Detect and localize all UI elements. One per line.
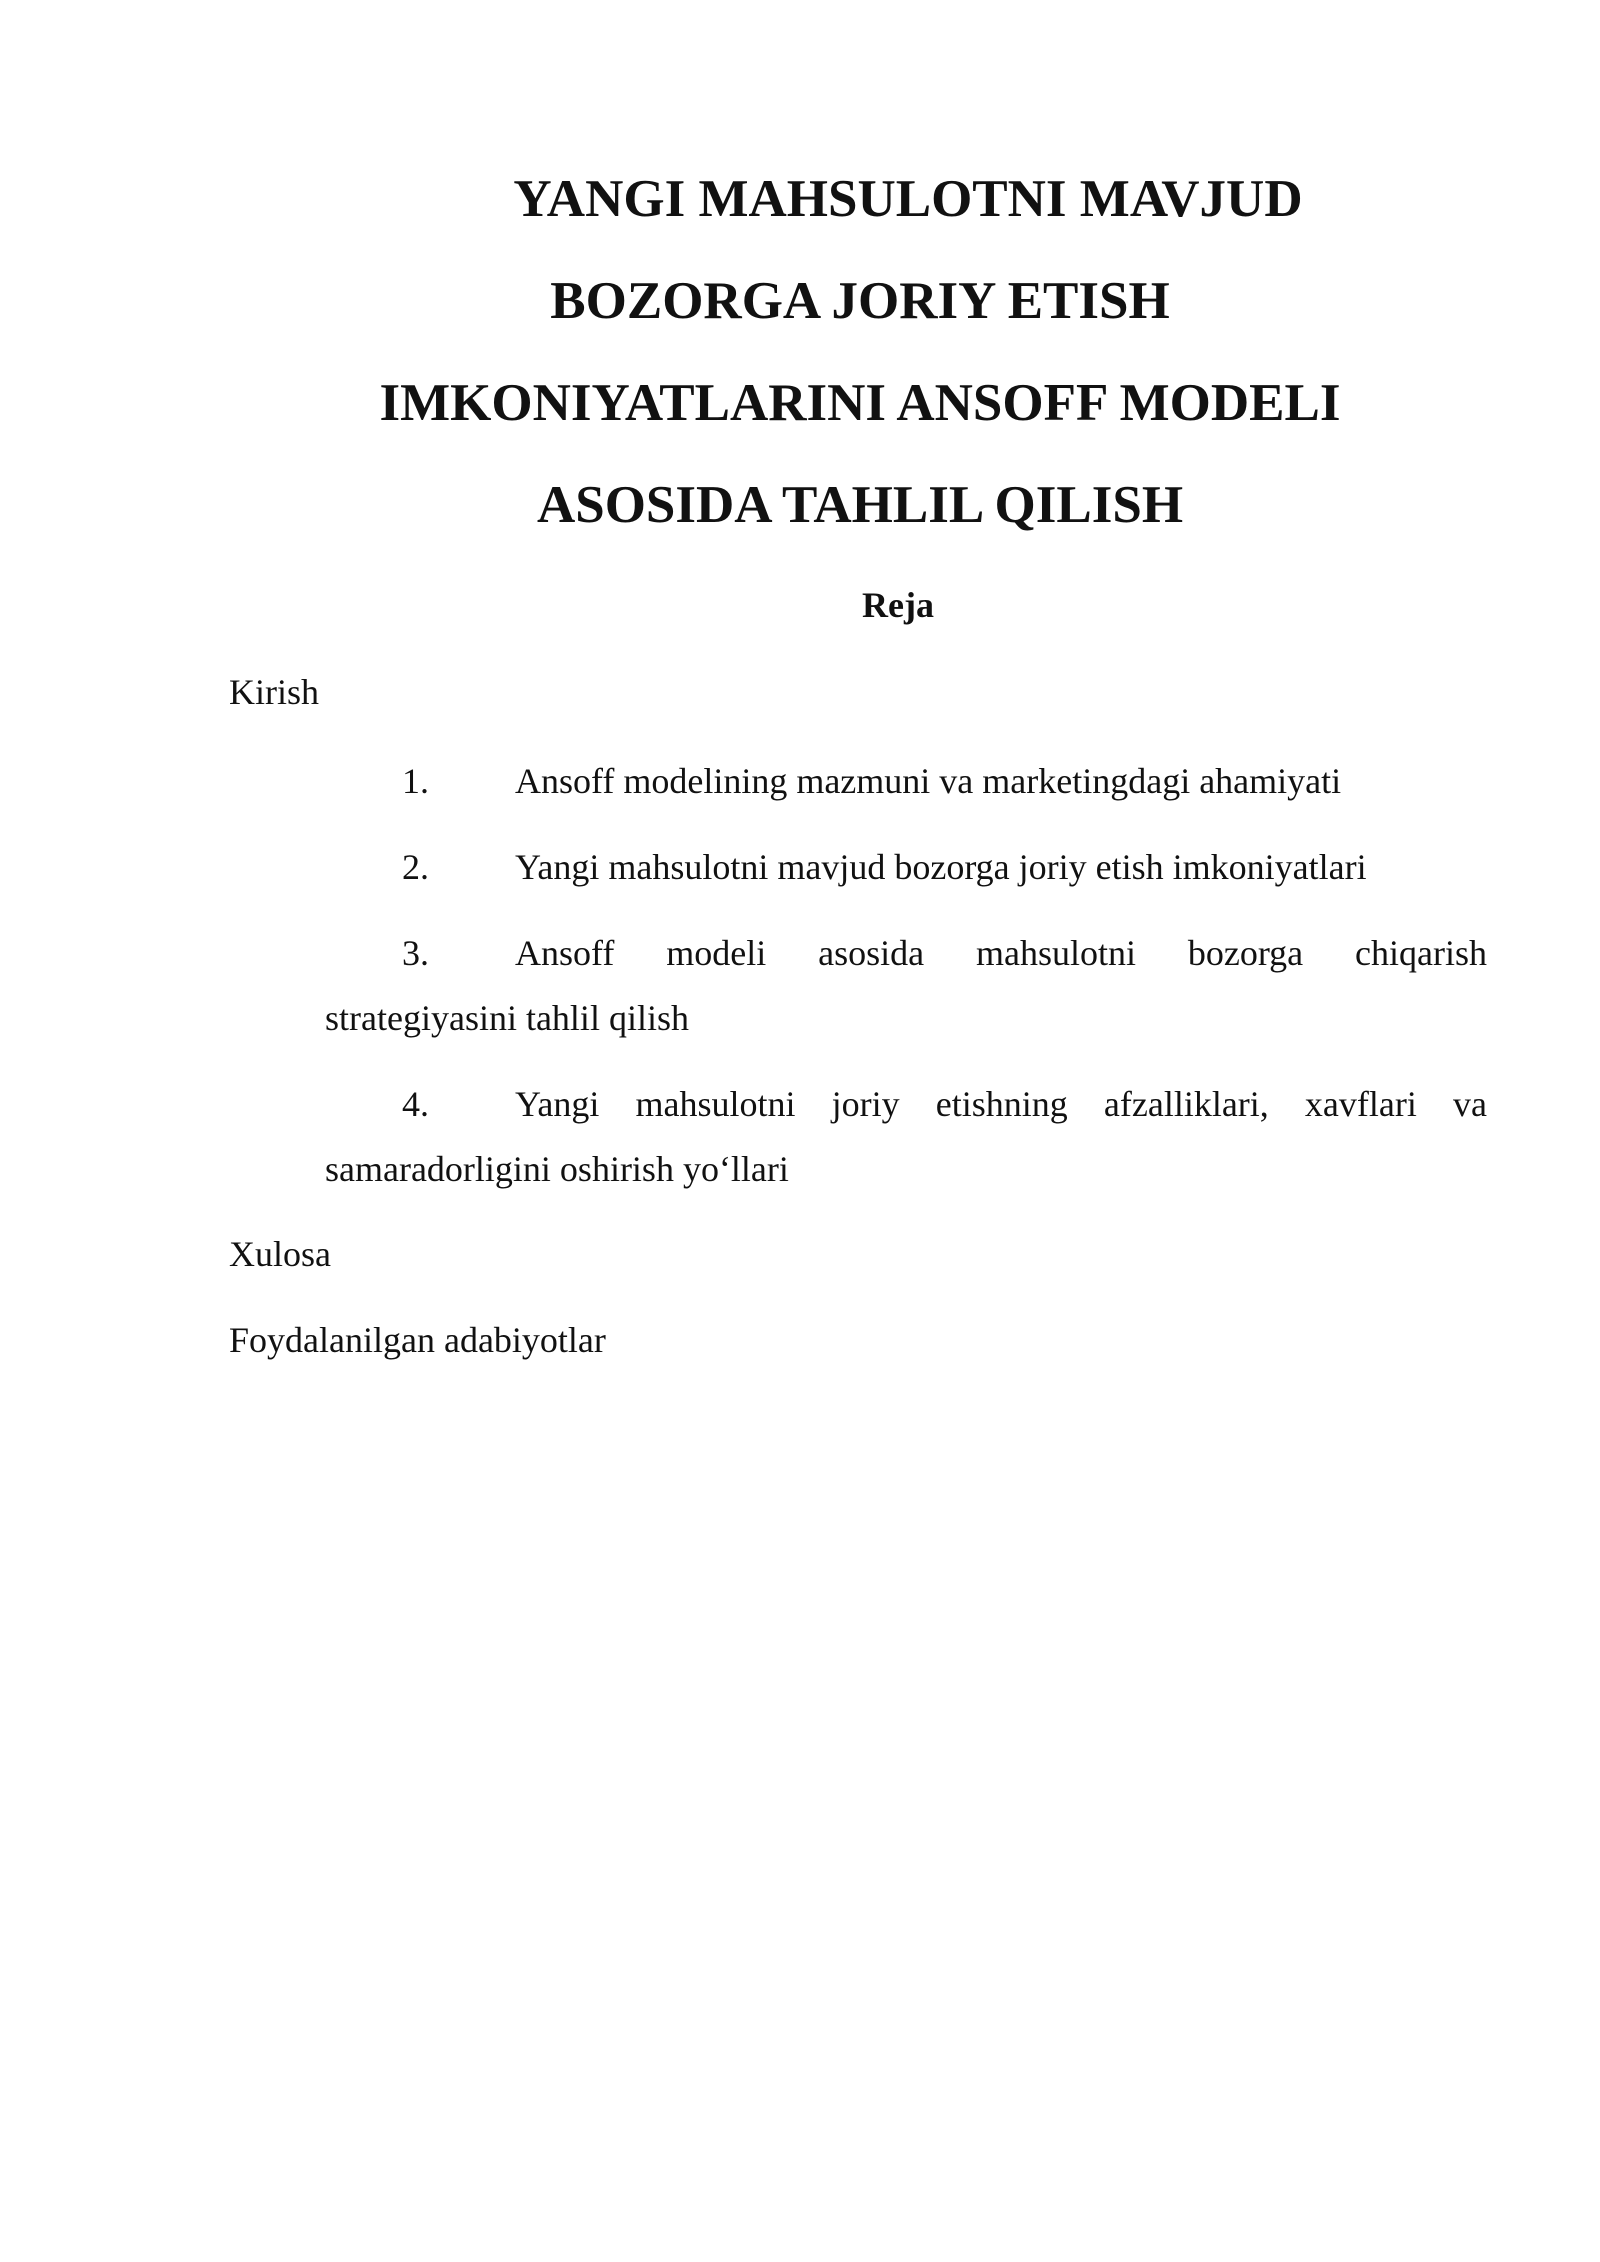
intro-entry: Kirish (229, 672, 319, 712)
plan-item (325, 749, 1487, 814)
plan-item-text: Yangi mahsulotni joriy etishning afzalliklari, xavflari va (515, 1084, 1487, 1124)
plan-item (325, 835, 1487, 900)
references-entry: Foydalanilgan adabiyotlar (229, 1320, 606, 1360)
plan-item-number: 2. (402, 847, 429, 887)
plan-item-number: 3. (402, 933, 429, 973)
plan-item-number: 4. (402, 1084, 429, 1124)
plan-item (325, 921, 1487, 1051)
plan-item-text-continued: samaradorligini oshirish yo‘llari (325, 1149, 789, 1189)
title-line: IMKONIYATLARINI ANSOFF MODELI (379, 374, 1341, 432)
plan-item-text: Ansoff modelining mazmuni va marketingdagi ahamiyati (515, 761, 1342, 801)
plan-item-text-continued: strategiyasini tahlil qilish (325, 998, 689, 1038)
plan-item-number: 1. (402, 761, 429, 801)
title-line: BOZORGA JORIY ETISH (550, 272, 1170, 330)
plan-item (325, 1072, 1487, 1202)
plan-item-text: Ansoff modeli asosida mahsulotni bozorga chiqarish (515, 933, 1487, 973)
document-title (200, 148, 1520, 556)
conclusion-entry: Xulosa (229, 1234, 331, 1274)
plan-heading: Reja (862, 585, 934, 625)
plan-item-text: Yangi mahsulotni mavjud bozorga joriy etish imkoniyatlari (515, 847, 1367, 887)
title-line: YANGI MAHSULOTNI MAVJUD (513, 170, 1303, 228)
title-line: ASOSIDA TAHLIL QILISH (536, 476, 1184, 534)
